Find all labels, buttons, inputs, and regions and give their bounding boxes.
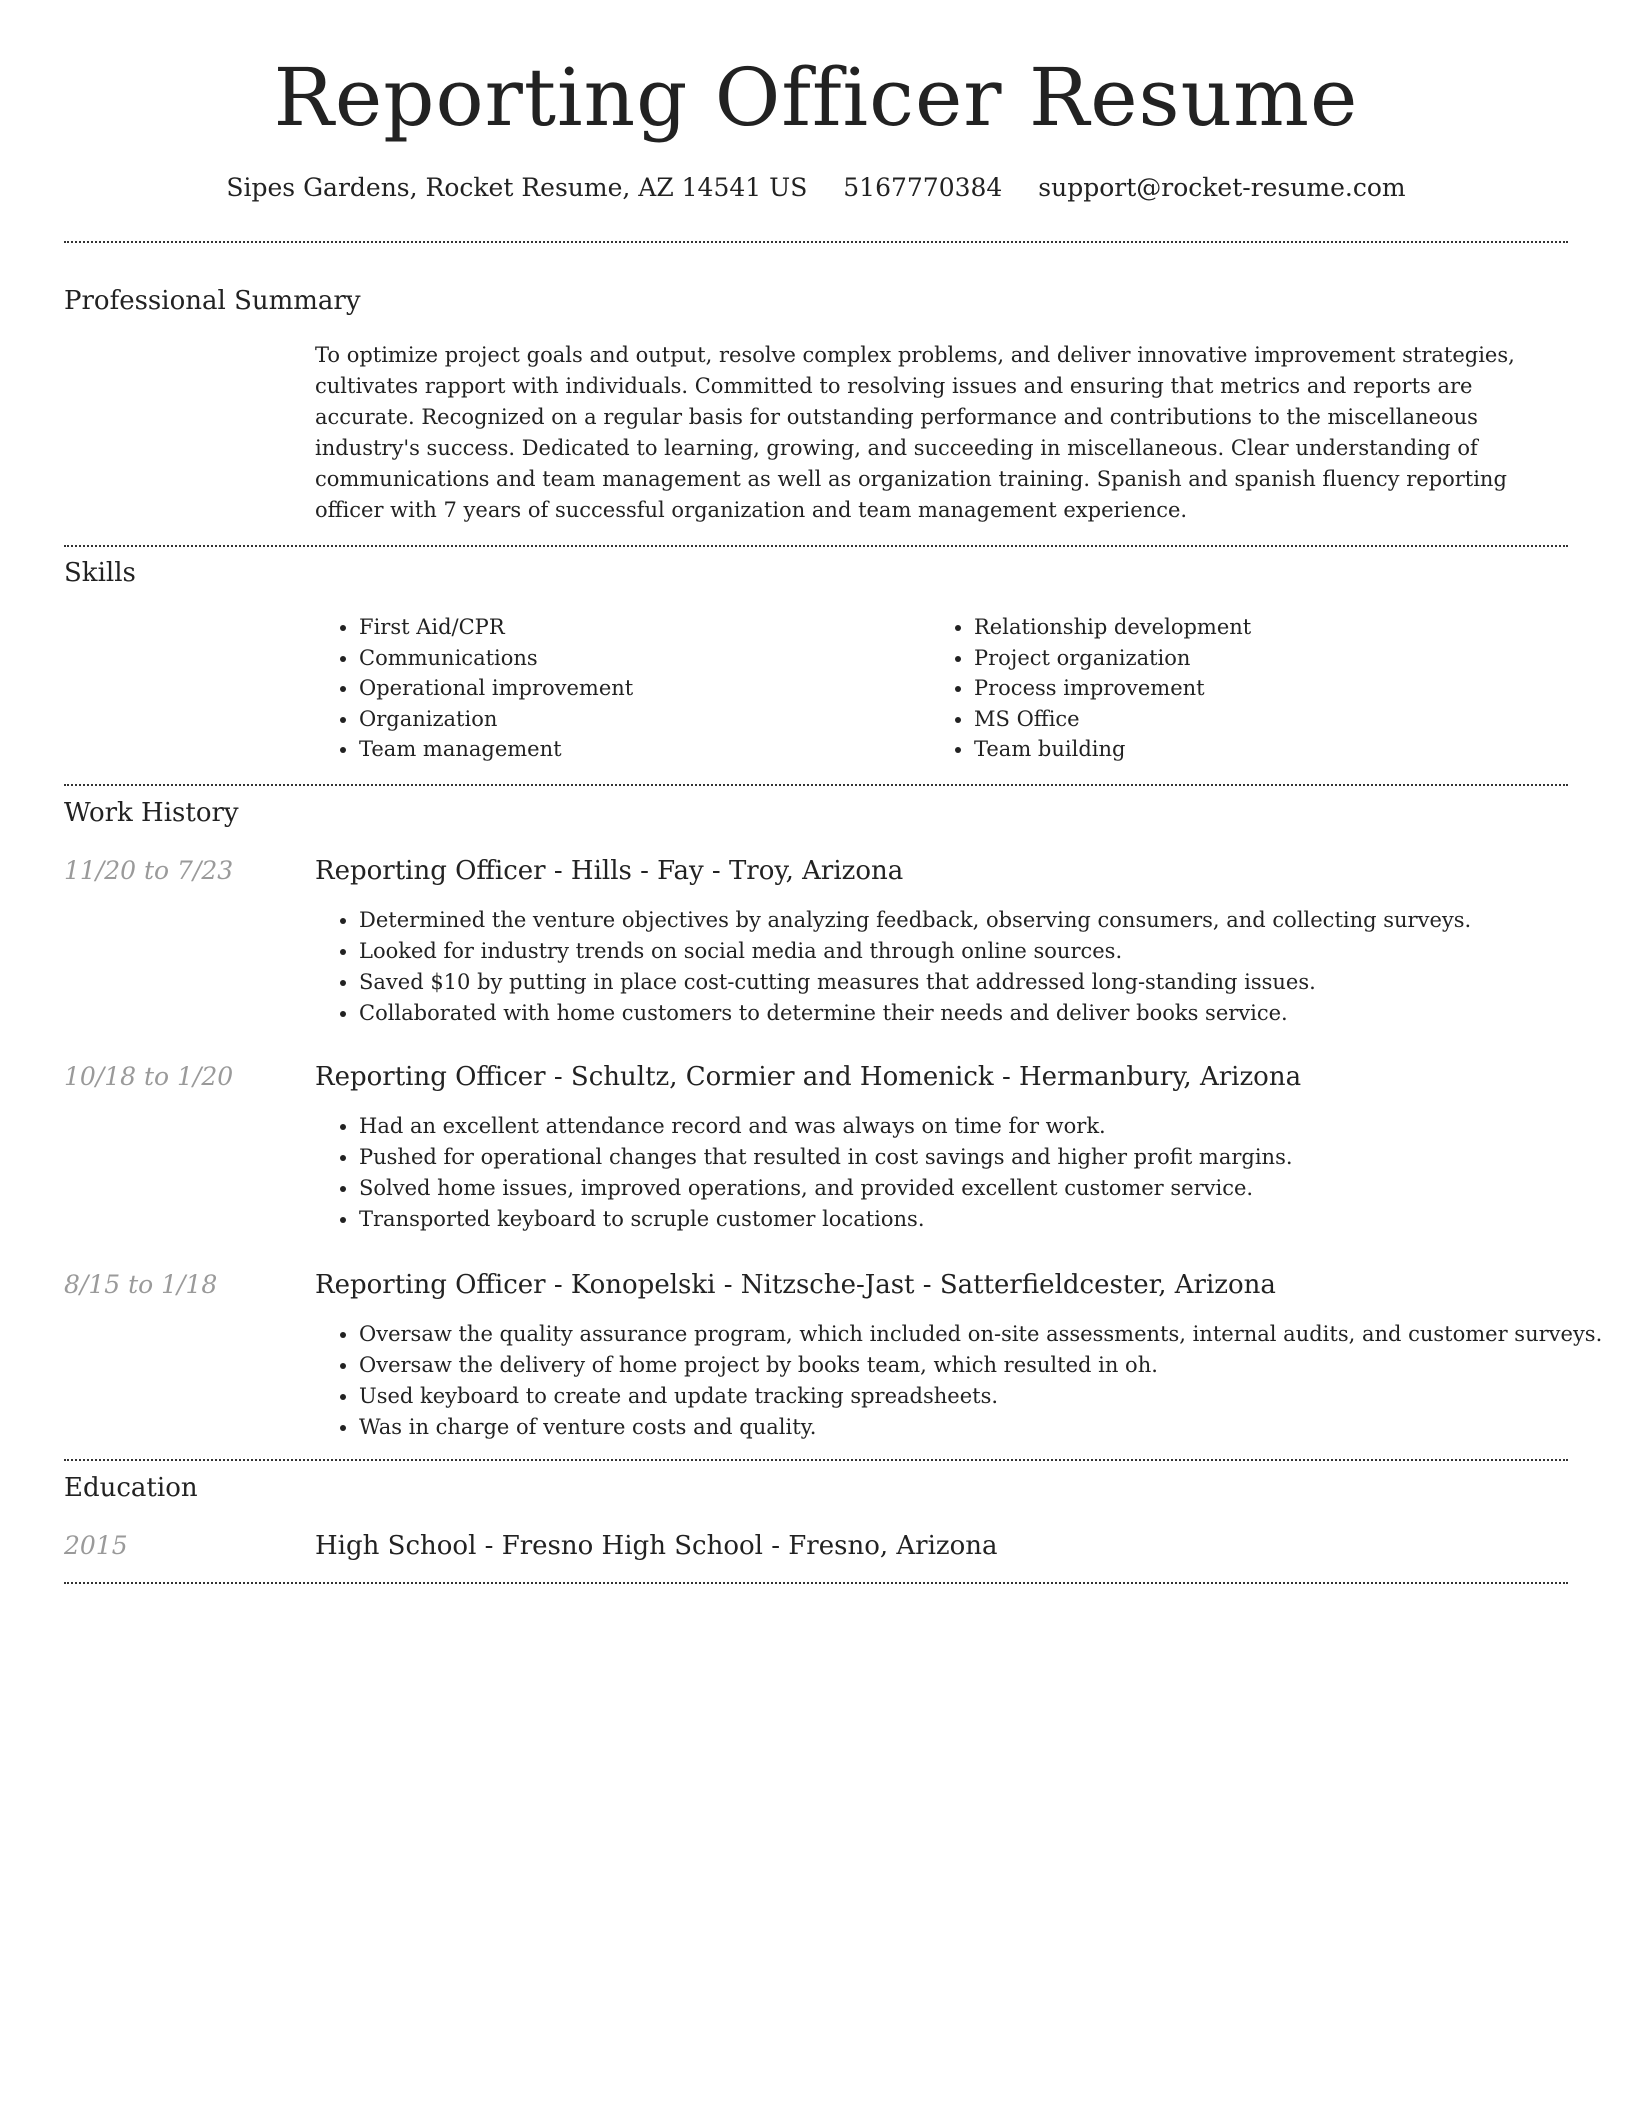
job-dates: 8/15 to 1/18 (64, 1270, 218, 1299)
skill-item: • Process improvement (974, 673, 1251, 704)
skill-item: • Relationship development (974, 612, 1251, 643)
resume-title: Reporting Officer Resume (273, 51, 1359, 144)
job-bullet: • Oversaw the delivery of home project by books team, which resulted in oh. (359, 1350, 1612, 1381)
job-bullet: • Was in charge of venture costs and quality. (359, 1412, 1612, 1443)
skill-item: • Project organization (974, 643, 1251, 674)
job-bullet: • Oversaw the quality assurance program, which included on-site assessments, internal audits, and customer surveys. (359, 1319, 1612, 1350)
skill-item: • Communications (359, 643, 633, 674)
skill-item: • Organization (359, 704, 633, 735)
job-title: Reporting Officer - Schultz, Cormier and Homenick - Hermanbury, Arizona (315, 1062, 1302, 1092)
skill-item: • Team building (974, 734, 1251, 765)
contact-email: support@rocket-resume.com (1038, 173, 1406, 202)
education-title: High School - Fresno High School - Fresno, Arizona (315, 1531, 998, 1561)
education-year: 2015 (64, 1531, 128, 1560)
skill-item: • Team management (359, 734, 633, 765)
job-bullet: • Solved home issues, improved operations, and provided excellent customer service. (359, 1173, 1612, 1204)
job-bullets (315, 1319, 1612, 1443)
job-bullet: • Collaborated with home customers to determine their needs and deliver books service. (359, 998, 1612, 1029)
job-dates: 11/20 to 7/23 (64, 856, 234, 885)
contact-line (0, 170, 1632, 206)
skills-list-right (930, 612, 1251, 765)
divider (64, 784, 1568, 786)
job-dates: 10/18 to 1/20 (64, 1062, 234, 1091)
job-bullet: • Transported keyboard to scruple customer locations. (359, 1204, 1612, 1235)
skills-heading: Skills (64, 558, 136, 588)
contact-address: Sipes Gardens, Rocket Resume, AZ 14541 US (226, 173, 808, 202)
summary-heading: Professional Summary (64, 286, 361, 316)
job-bullet: • Saved $10 by putting in place cost-cutting measures that addressed long-standing issues. (359, 967, 1612, 998)
skill-item: • MS Office (974, 704, 1251, 735)
job-bullet: • Used keyboard to create and update tracking spreadsheets. (359, 1381, 1612, 1412)
education-heading: Education (64, 1473, 198, 1503)
skills-list-left (315, 612, 633, 765)
job-bullet: • Had an excellent attendance record and was always on time for work. (359, 1111, 1612, 1142)
divider (64, 1459, 1568, 1461)
summary-text: To optimize project goals and output, resolve complex problems, and deliver innovative improvement strategies, cultivates rapport with individuals. Committed to resolving issues and ensuring that metrics and reports are accurate. Recognized on a regular basis for outstanding performance and contributions to the miscellaneous industry's success. Dedicated to learning, growing, and succeeding in miscellaneous. Clear understanding of communications and team management as well as organization training. Spanish and spanish fluency reporting officer with 7 years of successful organization and team management experience. (315, 343, 1515, 522)
job-bullet: • Determined the venture objectives by analyzing feedback, observing consumers, and collecting surveys. (359, 905, 1612, 936)
skill-item: • First Aid/CPR (359, 612, 633, 643)
divider (64, 241, 1568, 243)
job-title: Reporting Officer - Hills - Fay - Troy, Arizona (315, 856, 904, 886)
job-title: Reporting Officer - Konopelski - Nitzsche-Jast - Satterfieldcester, Arizona (315, 1270, 1276, 1300)
contact-phone: 5167770384 (843, 173, 1003, 202)
divider (64, 1582, 1568, 1584)
skill-item: • Operational improvement (359, 673, 633, 704)
work-heading: Work History (64, 798, 239, 828)
job-bullets (315, 905, 1612, 1029)
job-bullets (315, 1111, 1612, 1235)
job-bullet: • Looked for industry trends on social media and through online sources. (359, 936, 1612, 967)
divider (64, 545, 1568, 547)
job-bullet: • Pushed for operational changes that resulted in cost savings and higher profit margins. (359, 1142, 1612, 1173)
